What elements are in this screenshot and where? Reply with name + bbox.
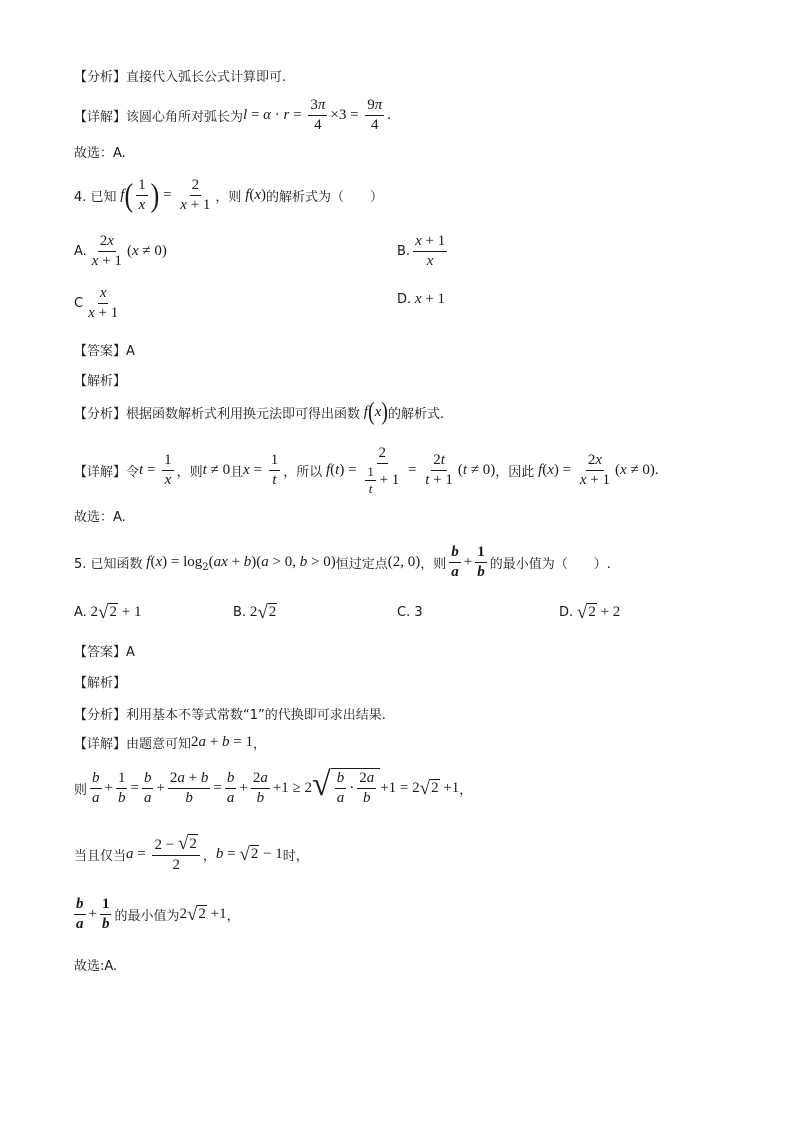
p5-choice: 故选:A. [74, 959, 118, 974]
p5-parse-header: 【解析】 [74, 676, 127, 691]
p3-analysis: 【分析】直接代入弧长公式计算即可. [74, 70, 287, 85]
p5-analysis: 【分析】利用基本不等式常数“1”的代换即可求出结果. [74, 708, 386, 723]
p4-detail: 【详解】令 t = $\frac{1}{x}$ ，则 t ≠ 0 且 x = $\frac{1}{t}$ ，所以 f (t) = 2 $\frac{1}{t}$ + 1 = $\frac{2t}{t + 1}$ (t ≠ 0) ，因此 f (x) = $\frac{2x}{x + 1}$ (x ≠ 0). [74, 445, 659, 496]
p5-option-c: C. 3 [397, 605, 423, 620]
p5-detail-line2: 则 $\frac{b}{a}$ + $\frac{1}{b}$ = $\frac{b}{a}$ + $\frac{2a + b}{b}$ = $\frac{b}{a}$ + $\frac{2a}{b}$ +1 ≥ 2 √ $\frac{b}{a}$ · $\frac{2a}{b}$ +1 = 2 √ 2 +1 ， [74, 766, 473, 806]
p4-option-b: B. $\frac{x + 1}{x}$ [397, 233, 446, 269]
p4-option-d: D. x + 1 [397, 291, 446, 307]
p4-analysis: 【分析】根据函数解析式利用换元法即可得出函数 f ( x ) 的解析式. [74, 398, 445, 426]
p4-choice: 故选：A. [74, 510, 126, 525]
p5-detail-line4: $\frac{b}{a}$ + $\frac{1}{b}$ 的最小值为 2 √ 2 +1 ， [76, 896, 240, 932]
p4-option-c: C $\frac{x}{x + 1}$ [74, 285, 119, 321]
p5-detail-line3: 当且仅当 a = 2 − √ 2 2 ， b = √ 2 − 1 时， [74, 833, 309, 873]
p4-parse-header: 【解析】 [74, 374, 127, 389]
p5-option-d: D. √ 2 + 2 [559, 602, 621, 623]
p5-option-b: B. 2 √ 2 [233, 602, 277, 623]
p4-answer: 【答案】A [74, 344, 135, 359]
p3-detail: 【详解】该圆心角所对弧长为 l = α · r = $\frac{3\pi}{4}$ ×3 = $\frac{9\pi}{4}$ . [74, 97, 392, 133]
p5-stem: 5. 已知函数 f (x) = log 2 (ax + b)(a > 0, b > 0) 恒过定点 (2, 0) ，则 $\frac{b}{a}$ + $\frac{1}{b}$ 的最小值为（ ）. [74, 544, 611, 580]
p5-option-a: A. 2 √ 2 + 1 [74, 602, 142, 623]
p5-answer: 【答案】A [74, 645, 135, 660]
p3-choice: 故选：A. [74, 146, 126, 161]
p5-detail-line1: 【详解】由题意可知 2a + b = 1 ， [74, 734, 266, 752]
p4-stem: 4. 已知 f ( $\frac{1}{x}$ ) = $\frac{2}{x + 1}$ ，则 f ( x ) 的解析式为（ ） [74, 176, 384, 213]
p4-option-a: A. $\frac{2x}{x + 1}$ ( x ≠ 0) [74, 233, 167, 269]
